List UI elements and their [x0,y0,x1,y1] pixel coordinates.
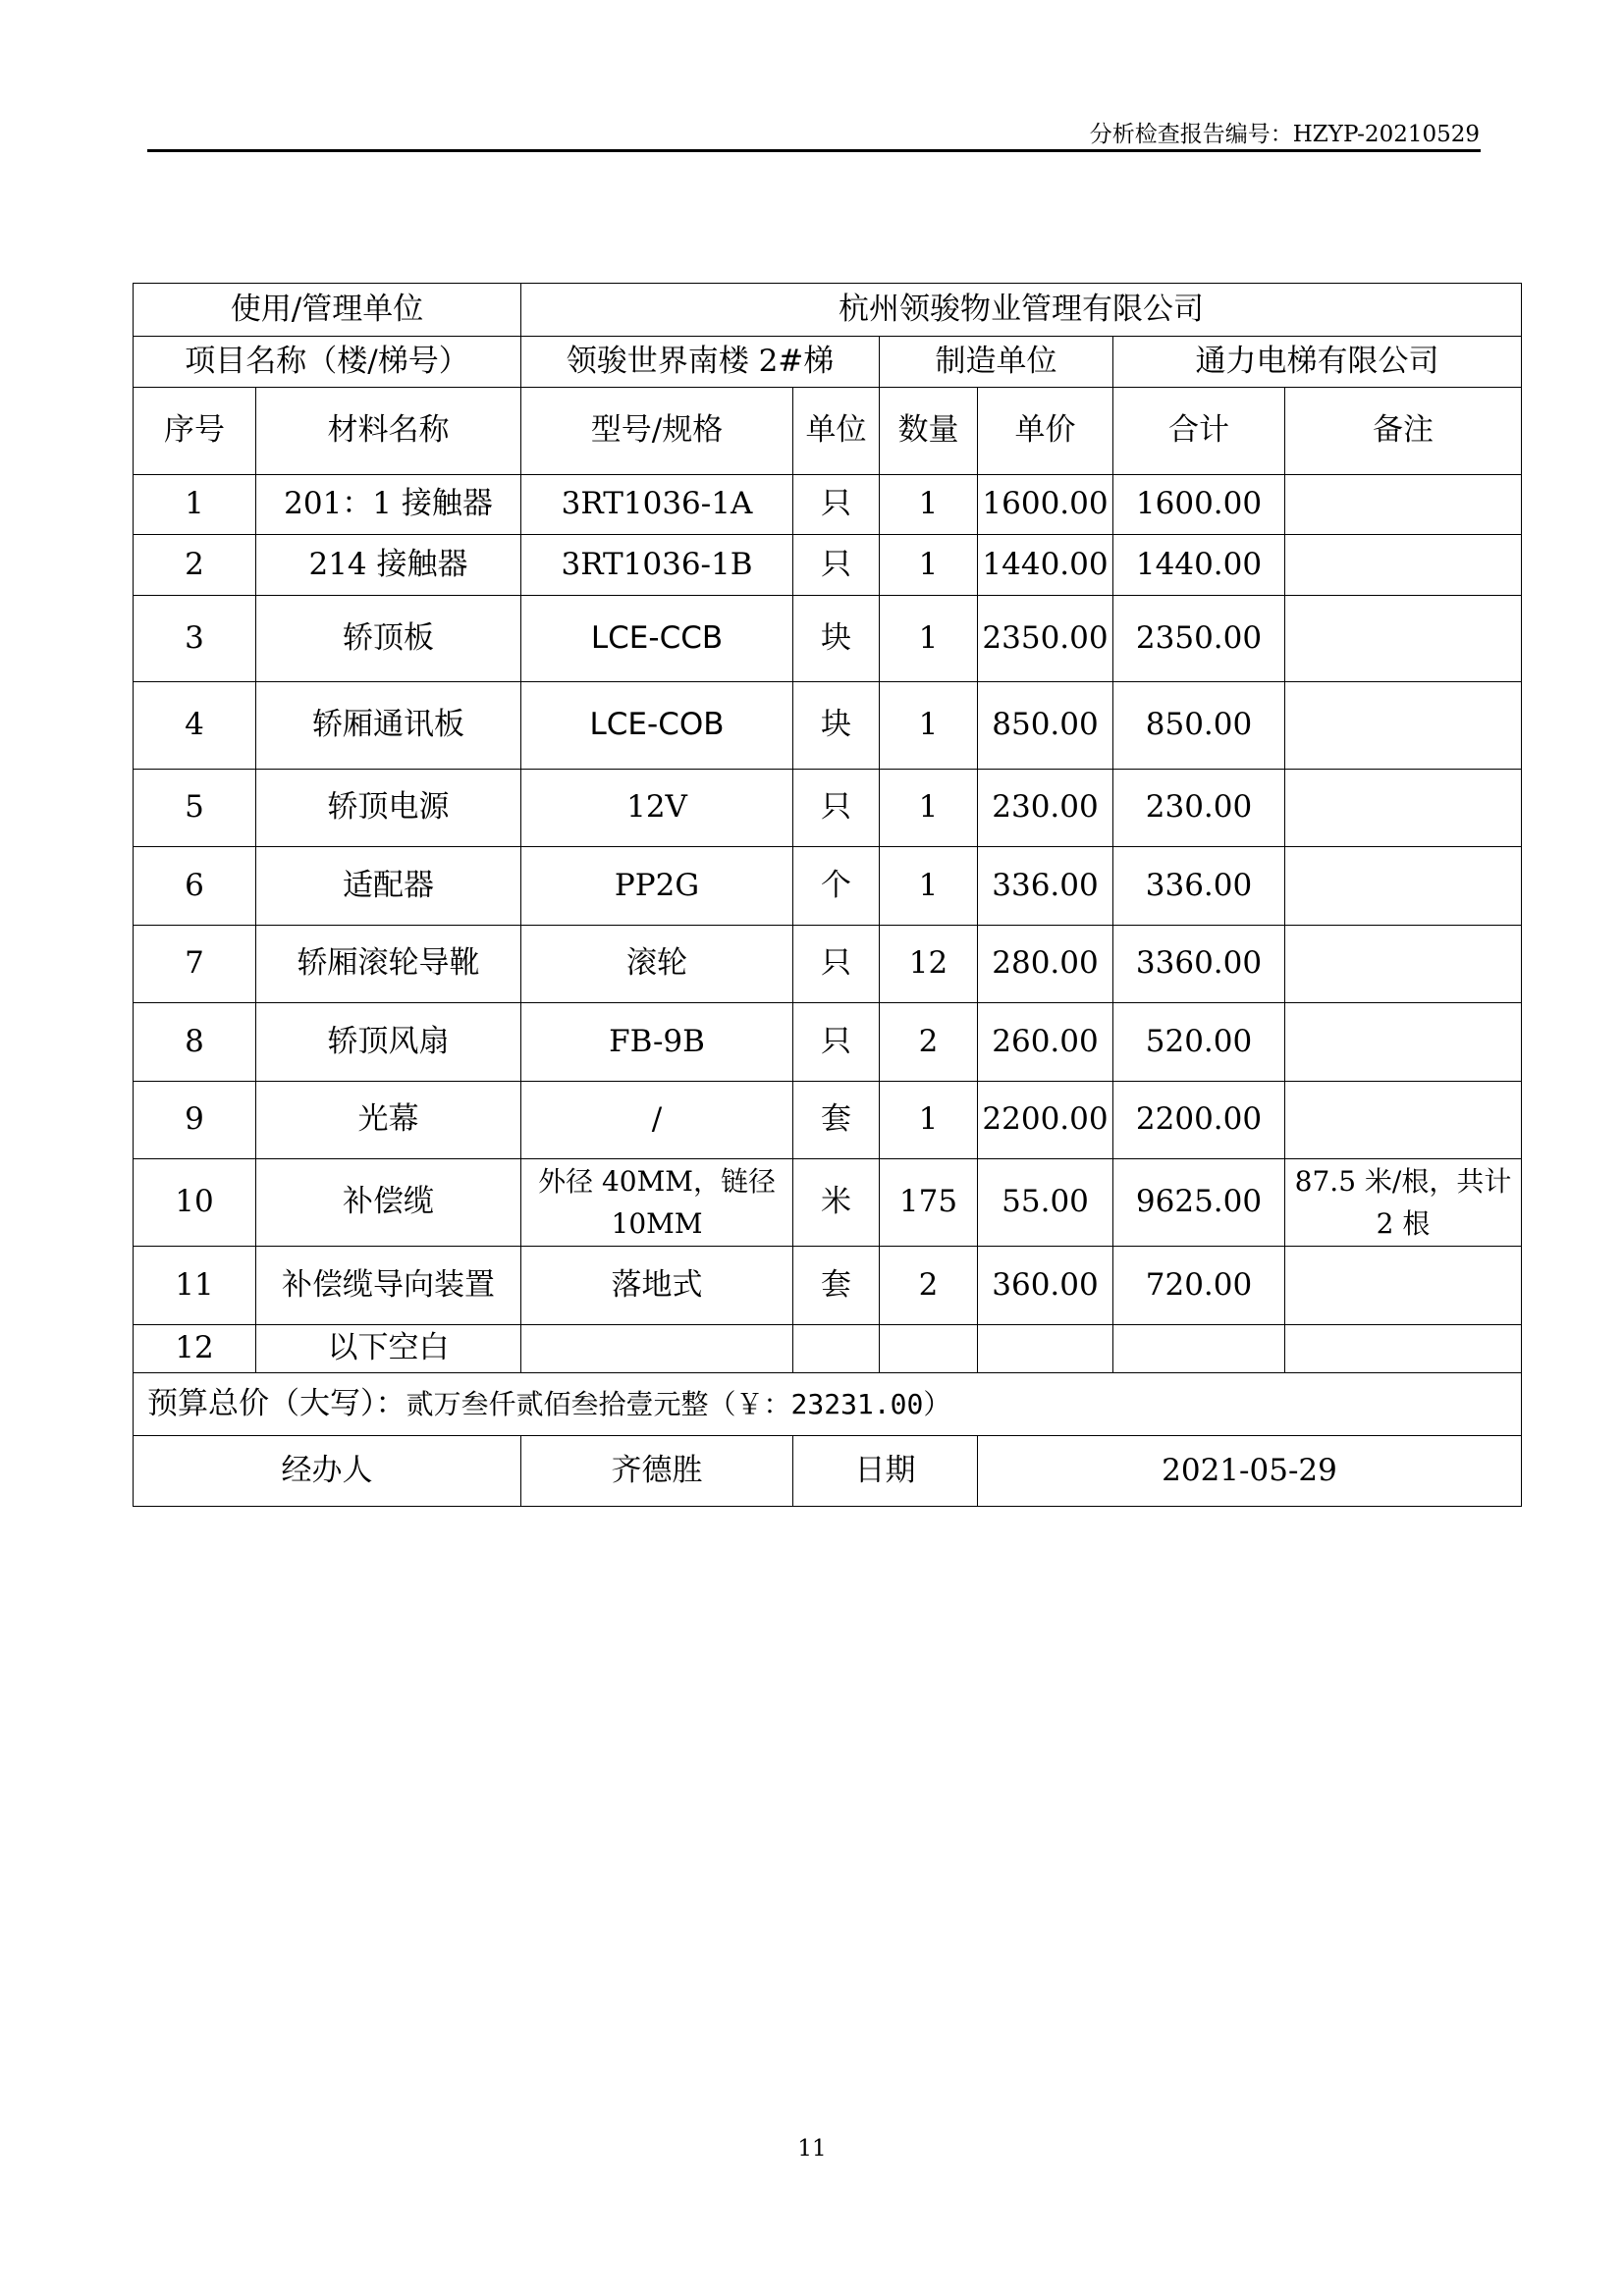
row-price: 850.00 [978,682,1113,770]
row-unit: 只 [793,535,880,596]
row-unit [793,1325,880,1373]
row-name: 补偿缆导向装置 [256,1247,521,1325]
summary-row [134,1373,1522,1436]
row-total: 850.00 [1113,682,1285,770]
budget-total-label: 预算总价（大写）： [147,1385,406,1421]
row-model [521,1325,793,1373]
row-name: 光幕 [256,1082,521,1159]
table-row [134,596,1522,682]
project-label: 项目名称（楼/梯号） [134,337,521,388]
unit-row [134,284,1522,337]
row-total: 3360.00 [1113,926,1285,1003]
budget-table [133,283,1522,1507]
row-model: 12V [521,770,793,847]
row-remark [1285,926,1522,1003]
row-no: 5 [134,770,256,847]
row-unit: 只 [793,926,880,1003]
row-price: 1600.00 [978,475,1113,535]
col-header-unit: 单位 [793,388,880,475]
row-no: 8 [134,1003,256,1082]
table-row [134,1247,1522,1325]
row-qty: 1 [880,475,978,535]
row-price: 360.00 [978,1247,1113,1325]
row-no: 3 [134,596,256,682]
row-qty: 2 [880,1003,978,1082]
row-qty [880,1325,978,1373]
row-unit: 块 [793,682,880,770]
row-total: 1440.00 [1113,535,1285,596]
row-name: 适配器 [256,847,521,926]
row-remark [1285,770,1522,847]
col-header-name: 材料名称 [256,388,521,475]
row-no: 6 [134,847,256,926]
row-unit: 个 [793,847,880,926]
row-model: FB-9B [521,1003,793,1082]
row-unit: 只 [793,1003,880,1082]
row-unit: 套 [793,1082,880,1159]
date-value: 2021-05-29 [978,1436,1522,1507]
row-unit: 套 [793,1247,880,1325]
col-header-remark: 备注 [1285,388,1522,475]
row-name: 轿厢滚轮导靴 [256,926,521,1003]
row-model: LCE-COB [521,682,793,770]
col-header-price: 单价 [978,388,1113,475]
row-remark [1285,1325,1522,1373]
row-total: 336.00 [1113,847,1285,926]
row-name: 补偿缆 [256,1159,521,1247]
table-row [134,926,1522,1003]
report-number: 分析检查报告编号：HZYP-20210529 [1089,122,1480,147]
row-qty: 1 [880,535,978,596]
row-price: 260.00 [978,1003,1113,1082]
row-price: 230.00 [978,770,1113,847]
row-no: 4 [134,682,256,770]
row-remark [1285,1003,1522,1082]
row-qty: 1 [880,847,978,926]
row-remark [1285,475,1522,535]
row-total [1113,1325,1285,1373]
row-name: 201：1 接触器 [256,475,521,535]
row-name: 轿厢通讯板 [256,682,521,770]
row-price: 1440.00 [978,535,1113,596]
row-model: 滚轮 [521,926,793,1003]
row-remark [1285,847,1522,926]
row-unit: 只 [793,475,880,535]
handler-value: 齐德胜 [521,1436,793,1507]
table-row [134,475,1522,535]
row-no: 12 [134,1325,256,1373]
col-header-model: 型号/规格 [521,388,793,475]
row-name: 轿顶电源 [256,770,521,847]
table-row [134,1159,1522,1247]
manufacturer-value: 通力电梯有限公司 [1113,337,1522,388]
manufacturer-label: 制造单位 [880,337,1113,388]
page-number: 11 [797,2136,827,2162]
row-no: 9 [134,1082,256,1159]
row-no: 11 [134,1247,256,1325]
row-total: 520.00 [1113,1003,1285,1082]
project-value: 领骏世界南楼 2#梯 [521,337,880,388]
row-no: 7 [134,926,256,1003]
row-name: 以下空白 [256,1325,521,1373]
row-unit: 米 [793,1159,880,1247]
date-label: 日期 [793,1436,978,1507]
row-name: 214 接触器 [256,535,521,596]
row-total: 230.00 [1113,770,1285,847]
table-row [134,1003,1522,1082]
header-rule [147,149,1481,152]
row-qty: 12 [880,926,978,1003]
row-no: 2 [134,535,256,596]
row-model: PP2G [521,847,793,926]
row-qty: 1 [880,770,978,847]
row-price: 336.00 [978,847,1113,926]
row-remark: 87.5 米/根，共计 2 根 [1285,1159,1522,1247]
row-unit: 块 [793,596,880,682]
budget-total [134,1373,1522,1436]
row-unit: 只 [793,770,880,847]
row-total: 2200.00 [1113,1082,1285,1159]
row-model: / [521,1082,793,1159]
row-qty: 1 [880,596,978,682]
row-remark [1285,1082,1522,1159]
table-row [134,1082,1522,1159]
table-row [134,847,1522,926]
row-price: 2200.00 [978,1082,1113,1159]
row-remark [1285,535,1522,596]
row-model: LCE-CCB [521,596,793,682]
row-model: 外径 40MM，链径 10MM [521,1159,793,1247]
table-row [134,682,1522,770]
row-no: 1 [134,475,256,535]
row-qty: 175 [880,1159,978,1247]
row-name: 轿顶风扇 [256,1003,521,1082]
row-remark [1285,1247,1522,1325]
unit-label: 使用/管理单位 [134,284,521,337]
row-no: 10 [134,1159,256,1247]
column-header-row [134,388,1522,475]
row-price [978,1325,1113,1373]
table-row [134,1325,1522,1373]
row-qty: 2 [880,1247,978,1325]
col-header-total: 合计 [1113,388,1285,475]
row-remark [1285,596,1522,682]
budget-total-value: 贰万叁仟贰佰叁拾壹元整（￥：23231.00） [406,1387,951,1420]
row-qty: 1 [880,1082,978,1159]
signature-row [134,1436,1522,1507]
row-price: 55.00 [978,1159,1113,1247]
handler-label: 经办人 [134,1436,521,1507]
col-header-qty: 数量 [880,388,978,475]
row-model: 3RT1036-1B [521,535,793,596]
row-total: 1600.00 [1113,475,1285,535]
row-name: 轿顶板 [256,596,521,682]
row-price: 2350.00 [978,596,1113,682]
table-row [134,770,1522,847]
row-total: 720.00 [1113,1247,1285,1325]
table-row [134,535,1522,596]
col-header-no: 序号 [134,388,256,475]
row-model: 3RT1036-1A [521,475,793,535]
row-total: 2350.00 [1113,596,1285,682]
row-remark [1285,682,1522,770]
unit-value: 杭州领骏物业管理有限公司 [521,284,1522,337]
project-row [134,337,1522,388]
row-total: 9625.00 [1113,1159,1285,1247]
row-qty: 1 [880,682,978,770]
row-model: 落地式 [521,1247,793,1325]
row-price: 280.00 [978,926,1113,1003]
